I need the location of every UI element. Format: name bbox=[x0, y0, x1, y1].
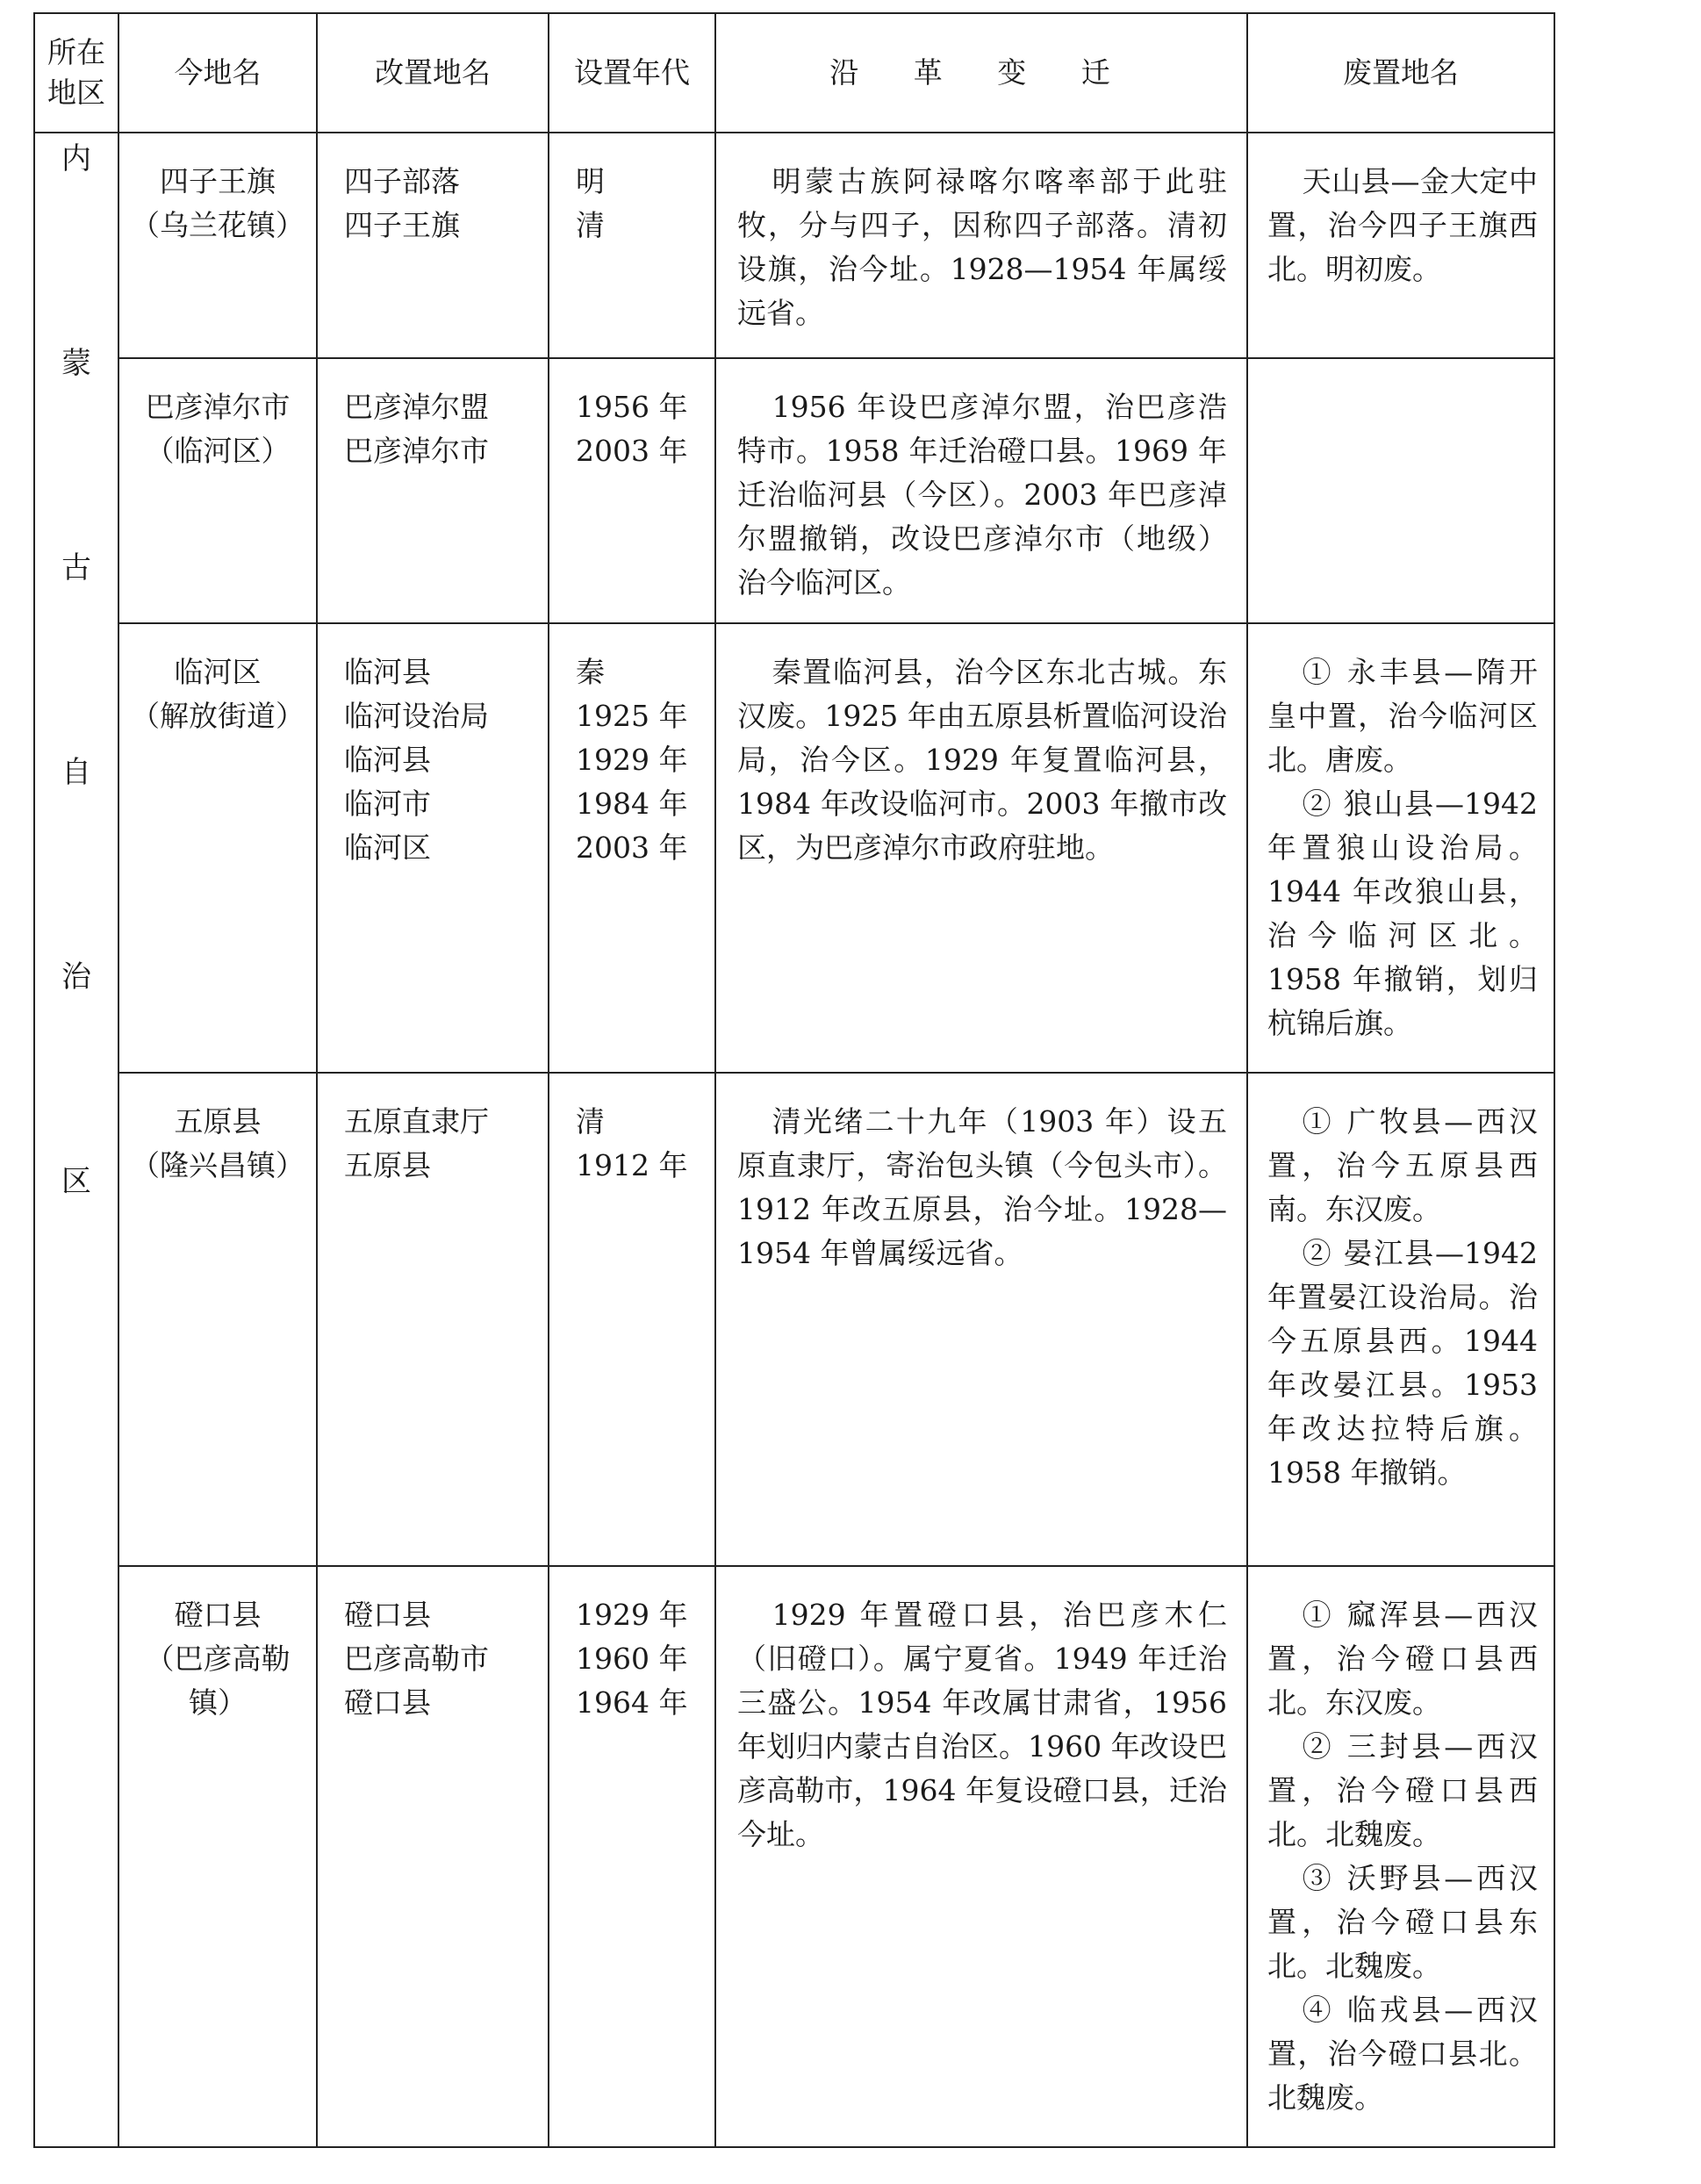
evolution-text: 1929 年置磴口县，治巴彦木仁（旧磴口）。属宁夏省。1949 年迁治三盛公。1954 年改属甘肃省，1956 年划归内蒙古自治区。1960 年改设巴彦高勒市，1964 年复设磴口县，迁治今址。 bbox=[737, 1598, 1227, 1851]
header-region: 所在地区 bbox=[34, 13, 118, 133]
abolished-entry: ④ 临戎县—西汉置，治今磴口县北。北魏废。 bbox=[1267, 1993, 1538, 2115]
established-year: 秦 bbox=[576, 655, 605, 689]
changed-name-cell bbox=[317, 623, 549, 1073]
established-year: 清 bbox=[576, 1104, 605, 1139]
abolished-cell bbox=[1247, 1073, 1554, 1566]
changed-name: 五原直隶厅 bbox=[344, 1104, 489, 1139]
established-year: 1929 年 bbox=[576, 1598, 688, 1632]
changed-name: 四子王旗 bbox=[344, 208, 460, 242]
region-cell bbox=[34, 133, 118, 2147]
established-year: 2003 年 bbox=[576, 434, 688, 468]
abolished-entry: ① 广牧县—西汉置，治今五原县西南。东汉废。 bbox=[1267, 1104, 1538, 1226]
seat-name: （解放街道） bbox=[131, 699, 305, 733]
changed-name: 巴彦淖尔盟 bbox=[344, 390, 489, 424]
seat-name: （乌兰花镇） bbox=[131, 208, 305, 242]
changed-name: 临河区 bbox=[344, 830, 431, 865]
table-row bbox=[34, 358, 1554, 623]
abolished-cell bbox=[1247, 1566, 1554, 2147]
changed-name: 磴口县 bbox=[344, 1685, 431, 1720]
header-row bbox=[34, 13, 1554, 133]
current-name-cell bbox=[118, 133, 317, 358]
abolished-entry: 天山县—金大定中置，治今四子王旗西北。明初废。 bbox=[1267, 164, 1538, 286]
header-established: 设置年代 bbox=[549, 13, 715, 133]
evolution-cell bbox=[715, 358, 1247, 623]
abolished-cell bbox=[1247, 623, 1554, 1073]
current-name: 四子王旗 bbox=[160, 164, 276, 198]
changed-name: 磴口县 bbox=[344, 1598, 431, 1632]
established-year: 清 bbox=[576, 208, 605, 242]
abolished-entry: ① 永丰县—隋开皇中置，治今临河区北。唐废。 bbox=[1267, 655, 1538, 777]
evolution-cell bbox=[715, 623, 1247, 1073]
changed-name: 临河设治局 bbox=[344, 699, 489, 733]
table-row bbox=[34, 133, 1554, 358]
established-year: 1929 年 bbox=[576, 743, 688, 777]
established-cell bbox=[549, 133, 715, 358]
abolished-entry: ③ 沃野县—西汉置，治今磴口县东北。北魏废。 bbox=[1267, 1861, 1538, 1983]
header-changed-name: 改置地名 bbox=[317, 13, 549, 133]
established-cell bbox=[549, 358, 715, 623]
established-year: 1956 年 bbox=[576, 390, 688, 424]
established-year: 1984 年 bbox=[576, 787, 688, 821]
established-cell bbox=[549, 1073, 715, 1566]
abolished-cell bbox=[1247, 358, 1554, 623]
changed-name: 巴彦高勒市 bbox=[344, 1642, 489, 1676]
changed-name: 临河市 bbox=[344, 787, 431, 821]
seat-name: （临河区） bbox=[145, 434, 291, 468]
table-row bbox=[34, 1566, 1554, 2147]
abolished-entry: ② 三封县—西汉置，治今磴口县西北。北魏废。 bbox=[1267, 1729, 1538, 1851]
established-cell bbox=[549, 1566, 715, 2147]
established-year: 2003 年 bbox=[576, 830, 688, 865]
abolished-entry: ② 晏江县—1942 年置晏江设治局。治今五原县西。1944 年改晏江县。1953 年改达拉特后旗。1958 年撤销。 bbox=[1267, 1236, 1538, 1490]
seat-name: （隆兴昌镇） bbox=[131, 1148, 305, 1182]
header-abolished: 废置地名 bbox=[1247, 13, 1554, 133]
region-char: 蒙 bbox=[61, 346, 91, 381]
changed-name: 临河县 bbox=[344, 743, 431, 777]
table-row bbox=[34, 1073, 1554, 1566]
evolution-text: 1956 年设巴彦淖尔盟，治巴彦浩特市。1958 年迁治磴口县。1969 年迁治临河县（今区）。2003 年巴彦淖尔盟撤销，改设巴彦淖尔市（地级）治今临河区。 bbox=[737, 390, 1227, 600]
evolution-cell bbox=[715, 133, 1247, 358]
abolished-entry: ② 狼山县—1942 年置狼山设治局。1944 年改狼山县，治今临河区北。1958 年撤销，划归杭锦后旗。 bbox=[1267, 787, 1538, 1040]
evolution-text: 秦置临河县，治今区东北古城。东汉废。1925 年由五原县析置临河设治局，治今区。1929 年复置临河县，1984 年改设临河市。2003 年撤市改区，为巴彦淖尔市政府驻地。 bbox=[737, 655, 1227, 865]
changed-name: 五原县 bbox=[344, 1148, 431, 1182]
region-char: 古 bbox=[61, 550, 91, 586]
region-char: 区 bbox=[61, 1164, 91, 1199]
evolution-text: 明蒙古族阿禄喀尔喀率部于此驻牧，分与四子，因称四子部落。清初设旗，治今址。1928—1954 年属绥远省。 bbox=[737, 164, 1227, 330]
current-name-cell bbox=[118, 623, 317, 1073]
established-year: 明 bbox=[576, 164, 605, 198]
changed-name: 临河县 bbox=[344, 655, 431, 689]
established-cell bbox=[549, 623, 715, 1073]
changed-name-cell bbox=[317, 133, 549, 358]
header-evolution: 沿 革 变 迁 bbox=[715, 13, 1247, 133]
admin-history-table bbox=[33, 12, 1555, 2148]
changed-name-cell bbox=[317, 1566, 549, 2147]
established-year: 1912 年 bbox=[576, 1148, 688, 1182]
header-current-name: 今地名 bbox=[118, 13, 317, 133]
current-name-cell bbox=[118, 358, 317, 623]
changed-name: 四子部落 bbox=[344, 164, 460, 198]
evolution-text: 清光绪二十九年（1903 年）设五原直隶厅，寄治包头镇（今包头市）。1912 年改五原县，治今址。1928—1954 年曾属绥远省。 bbox=[737, 1104, 1227, 1270]
evolution-cell bbox=[715, 1073, 1247, 1566]
seat-name: （巴彦高勒镇） bbox=[145, 1642, 291, 1720]
current-name: 五原县 bbox=[174, 1104, 262, 1139]
established-year: 1960 年 bbox=[576, 1642, 688, 1676]
abolished-entry: ① 窳浑县—西汉置，治今磴口县西北。东汉废。 bbox=[1267, 1598, 1538, 1720]
established-year: 1964 年 bbox=[576, 1685, 688, 1720]
changed-name: 巴彦淖尔市 bbox=[344, 434, 489, 468]
region-char: 内 bbox=[61, 141, 91, 176]
evolution-cell bbox=[715, 1566, 1247, 2147]
current-name-cell bbox=[118, 1073, 317, 1566]
table-row bbox=[34, 623, 1554, 1073]
current-name: 巴彦淖尔市 bbox=[145, 390, 291, 424]
changed-name-cell bbox=[317, 1073, 549, 1566]
established-year: 1925 年 bbox=[576, 699, 688, 733]
abolished-cell bbox=[1247, 133, 1554, 358]
changed-name-cell bbox=[317, 358, 549, 623]
region-char: 治 bbox=[61, 959, 91, 995]
current-name: 临河区 bbox=[174, 655, 262, 689]
region-char: 自 bbox=[61, 755, 91, 790]
current-name: 磴口县 bbox=[174, 1598, 262, 1632]
current-name-cell bbox=[118, 1566, 317, 2147]
